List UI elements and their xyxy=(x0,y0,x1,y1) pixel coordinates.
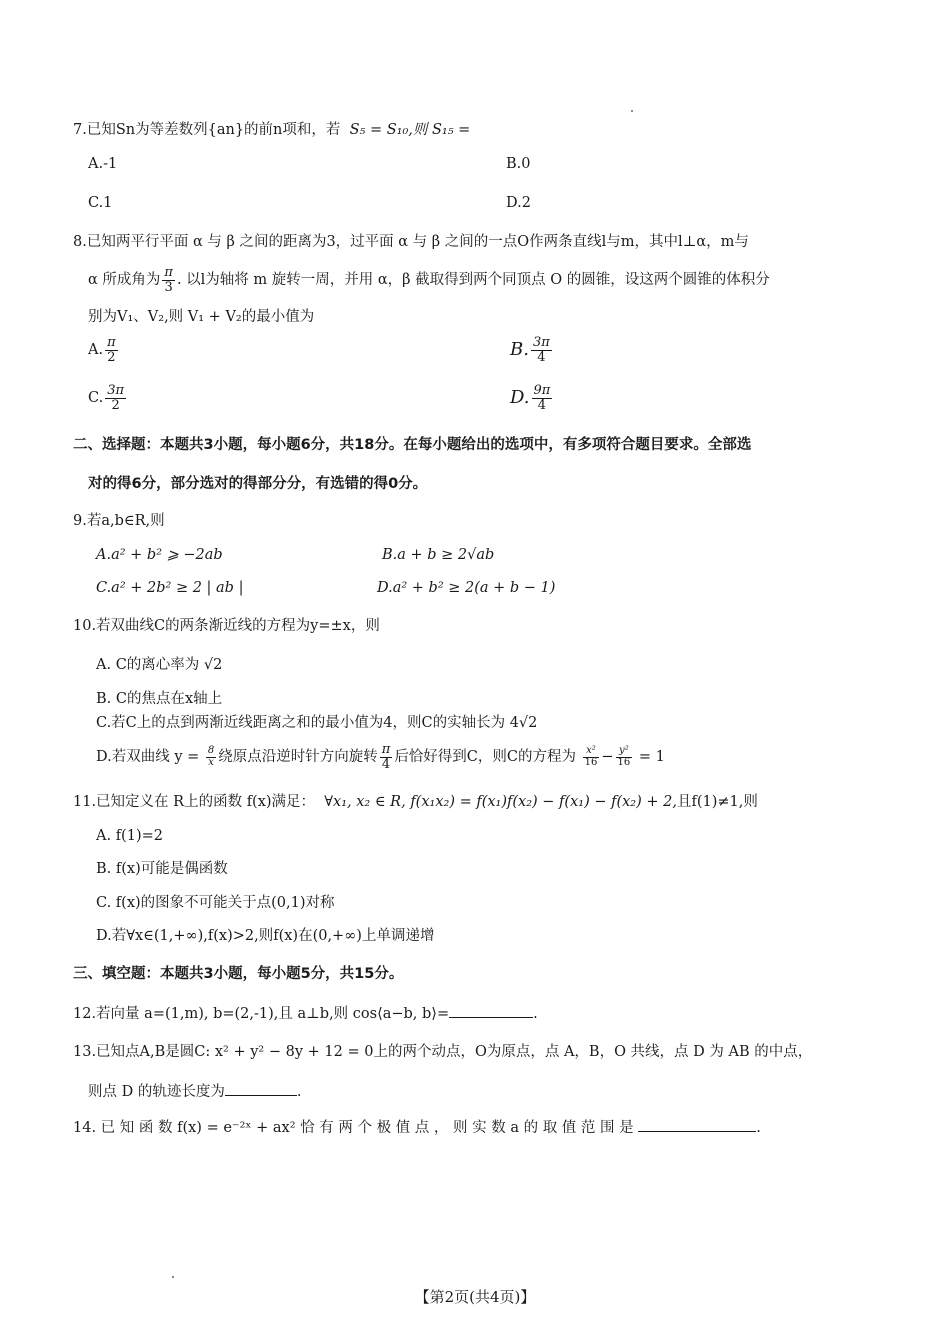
q8-option-a: A. $\frac{\pi}{2}$ xyxy=(88,334,116,365)
q13-line1: 13.已知点A,B是圆C: x² + y² − 8y + 12 = 0上的两个动点，O为原点，点 A，B，O 共线，点 D 为 AB 的中点， xyxy=(73,1044,813,1060)
q11-option-b: B. f(x)可能是偶函数 xyxy=(96,861,228,877)
q11-option-a: A. f(1)=2 xyxy=(96,828,163,844)
q7-option-d: D.2 xyxy=(506,195,531,211)
section3-heading: 三、填空题：本题共3小题，每小题5分，共15分。 xyxy=(73,966,404,982)
q12: 12.若向量 a=(1,m), b=(2,-1),且 a⊥b,则 cos⟨a−b, b⟩= . xyxy=(73,1003,538,1024)
q11-stem: 11.已知定义在 R上的函数 f(x)满足： ∀x₁, x₂ ∈ R, f(x₁x₂) = f(x₁)f(x₂) − f(x₁) − f(x₂) + 2,且f(1)≠1,则 xyxy=(73,794,758,810)
section2-heading-cont: 对的得6分，部分选对的得部分分，有选错的得0分。 xyxy=(88,476,428,492)
q12-answer-blank[interactable] xyxy=(449,1003,533,1018)
scan-dot xyxy=(172,1276,174,1278)
q8-option-d: D. $\frac{9\pi}{4}$ xyxy=(510,382,551,413)
q9-option-b: B.a + b ≥ 2√ab xyxy=(382,547,495,563)
q10-option-a: A. C的离心率为 √2 xyxy=(96,657,223,673)
page-footer: 【第2页(共4页)】 xyxy=(414,1288,536,1306)
q13-answer-blank[interactable] xyxy=(225,1081,297,1096)
q10-option-c: C.若C上的点到两渐近线距离之和的最小值为4，则C的实轴长为 4√2 xyxy=(96,715,538,731)
q8-line3: 别为V₁、V₂,则 V₁ + V₂的最小值为 xyxy=(88,309,315,325)
q10-stem: 10.若双曲线C的两条渐近线的方程为y=±x，则 xyxy=(73,618,380,634)
q8-line2: α 所成角为 $\frac{\pi}{3}$ . 以l为轴将 m 旋转一周，并用 α，β 截取得到两个同顶点 O 的圆锥，设这两个圆锥的体积分 xyxy=(88,264,770,295)
q9-option-a: A.a² + b² ⩾ −2ab xyxy=(96,547,223,563)
q14: 14. 已 知 函 数 f(x) = e⁻²ˣ + ax² 恰 有 两 个 极 值 点 ， 则 实 数 a 的 取 值 范 围 是 . xyxy=(73,1117,761,1138)
q11-option-d: D.若∀x∈(1,+∞),f(x)>2,则f(x)在(0,+∞)上单调递增 xyxy=(96,928,435,944)
q11-option-c: C. f(x)的图象不可能关于点(0,1)对称 xyxy=(96,895,335,911)
q9-stem: 9.若a,b∈R,则 xyxy=(73,513,165,529)
q7-stem: 7.已知Sn为等差数列{an}的前n项和，若 S₅ = S₁₀,则 S₁₅ = xyxy=(73,122,471,138)
q10-option-d: D.若双曲线 y = $\frac{8}{x}$ 绕原点沿逆时针方向旋转 $\frac{\pi}{4}$ 后恰好得到C，则C的方程为 $\frac{\text{x²}}{16}$ − $\frac{\text{y²}}{16}$ = 1 xyxy=(96,741,665,772)
scan-dot xyxy=(631,110,633,112)
q8-line1: 8.已知两平行平面 α 与 β 之间的距离为3，过平面 α 与 β 之间的一点O作两条直线l与m，其中l⊥α，m与 xyxy=(73,234,749,250)
q9-option-d: D.a² + b² ≥ 2(a + b − 1) xyxy=(377,580,556,596)
q10-option-b: B. C的焦点在x轴上 xyxy=(96,691,223,707)
q9-option-c: C.a² + 2b² ≥ 2 | ab | xyxy=(96,580,244,596)
q13-line2: 则点 D 的轨迹长度为 . xyxy=(88,1081,301,1102)
q7-option-b: B.0 xyxy=(506,156,531,172)
section2-heading: 二、选择题：本题共3小题，每小题6分，共18分。在每小题给出的选项中，有多项符合题目要求。全部选 xyxy=(73,437,752,453)
q8-option-b: B. $\frac{3\pi}{4}$ xyxy=(510,334,550,365)
q8-option-c: C. $\frac{3\pi}{2}$ xyxy=(88,382,125,413)
q7-option-a: A.-1 xyxy=(88,156,118,172)
q14-answer-blank[interactable] xyxy=(638,1117,756,1132)
q7-option-c: C.1 xyxy=(88,195,113,211)
